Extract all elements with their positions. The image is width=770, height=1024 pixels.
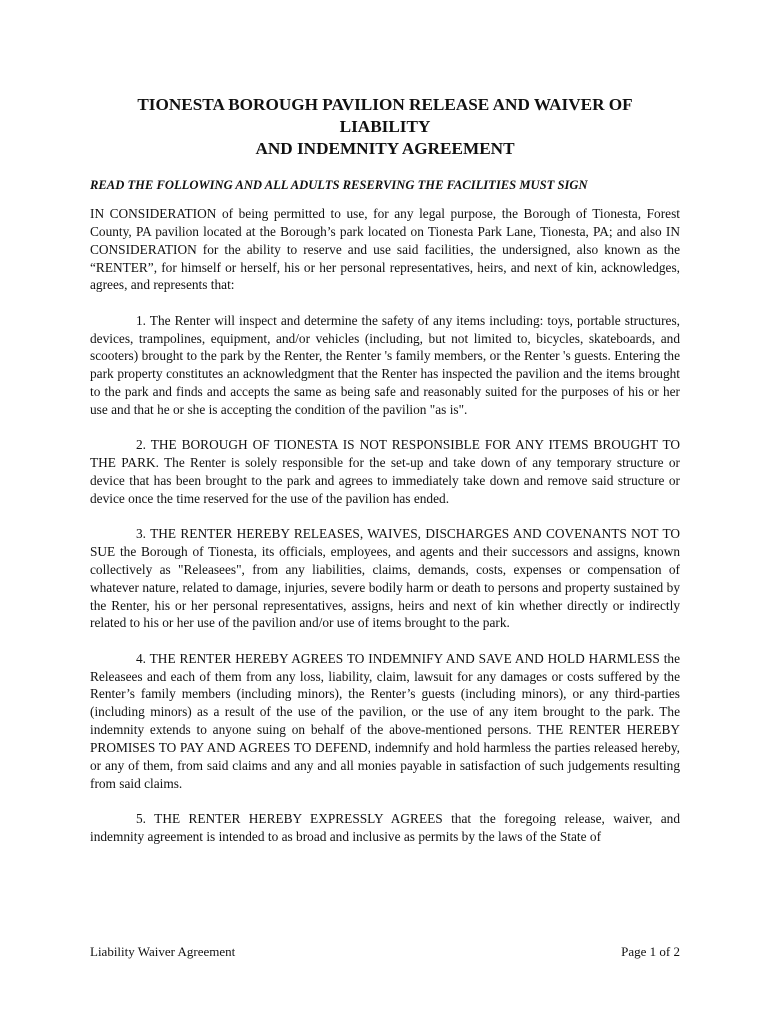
document-body	[90, 94, 680, 846]
clause-3-release: 3. THE RENTER HEREBY RELEASES, WAIVES, DISCHARGES AND COVENANTS NOT TO SUE the Borough of Tionesta, its officials, employees, and agents and their successors and assigns, known collectively as "Releasees", from any liabilities, claims, demands, costs, expenses or compensation of whatever nature, related to damage, injuries, severe bodily harm or death to persons and property sustained by the Renter, his or her personal representatives, assigns, heirs and next of kin whether directly or indirectly related to his or her use of the pavilion and/or use of items brought to the park.	[90, 526, 680, 631]
clause-1-inspection: 1. The Renter will inspect and determine the safety of any items including: toys, portable structures, devices, trampolines, equipment, and/or vehicles (including, but not limited to, bicycles, skateboards, and scooters) brought to the park by the Renter, the Renter 's family members, or the Renter 's guests. Entering the park property constitutes an acknowledgment that the Renter has inspected the pavilion and the items brought to the park and finds and accepts the same as being safe and reasonably suited for the purposes of his or her use and that he or she is accepting the condition of the pavilion "as is".	[90, 312, 680, 417]
title-line-3: AND INDEMNITY AGREEMENT	[255, 139, 515, 158]
consideration-paragraph: IN CONSIDERATION of being permitted to use, for any legal purpose, the Borough of Tionesta, Forest County, PA pavilion located at the Borough’s park located on Tionesta Park Lane, Tionesta, PA; and also IN CONSIDERATION for the ability to reserve and use said facilities, the undersigned, also known as the “RENTER”, for himself or herself, his or her personal representatives, heirs, and next of kin, acknowledges, agrees, and represents that:	[90, 206, 680, 293]
title-line-1: TIONESTA BOROUGH PAVILION RELEASE AND WAIVER OF	[137, 95, 633, 114]
clause-5-agreement-scope: 5. THE RENTER HEREBY EXPRESSLY AGREES that the foregoing release, waiver, and indemnity agreement is intended to as broad and inclusive as permits by the laws of the State of	[90, 810, 680, 844]
document-title	[90, 94, 680, 160]
signing-instruction: READ THE FOLLOWING AND ALL ADULTS RESERVING THE FACILITIES MUST SIGN	[90, 178, 588, 192]
clause-4-indemnify: 4. THE RENTER HEREBY AGREES TO INDEMNIFY AND SAVE AND HOLD HARMLESS the Releasees and each of them from any loss, liability, claim, lawsuit for any damages or costs suffered by the Renter’s family members (including minors), the Renter’s guests (including minors), or any third-parties (including minors) as a result of the use of the pavilion, or the use of any item brought to the park. The indemnity extends to anyone suing on behalf of the above-mentioned persons. THE RENTER HEREBY PROMISES TO PAY AND AGREES TO DEFEND, indemnify and hold harmless the parties released hereby, or any of them, from said claims and any and all monies payable in satisfaction of such judgements resulting from said claims.	[90, 650, 680, 791]
title-line-2: LIABILITY	[339, 117, 431, 136]
footer-document-name: Liability Waiver Agreement	[90, 944, 236, 959]
clause-2-items-responsibility: 2. THE BOROUGH OF TIONESTA IS NOT RESPONSIBLE FOR ANY ITEMS BROUGHT TO THE PARK. The Renter is solely responsible for the set-up and take down of any temporary structure or device that has been brought to the park and agrees to immediately take down and remove said structure or device once the time reserved for the use of the pavilion has ended.	[90, 437, 680, 506]
footer-page-number: Page 1 of 2	[621, 944, 680, 959]
